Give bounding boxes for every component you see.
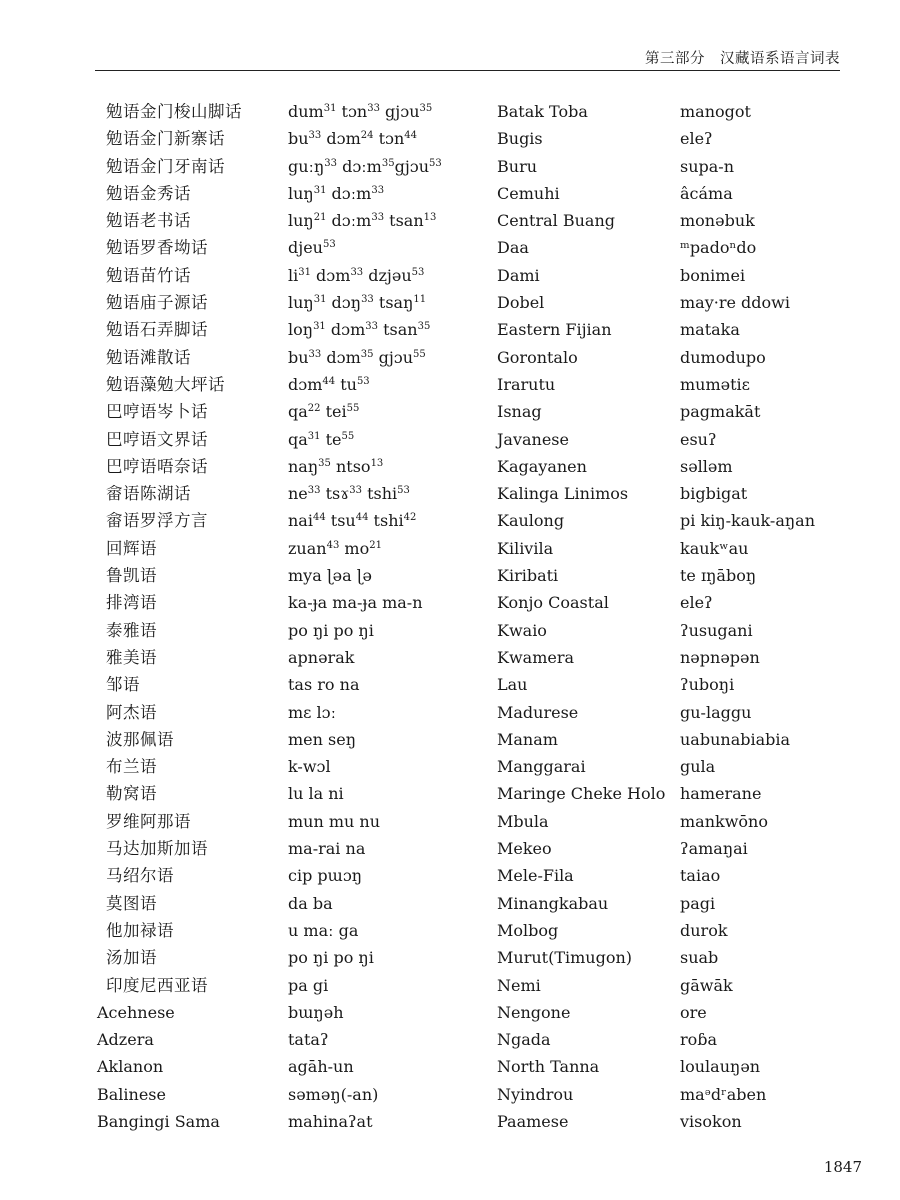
word-form: eleʔ (680, 129, 713, 149)
word-form: mya ɭəa ɭə (288, 566, 373, 586)
word-form: po ŋi po ŋi (288, 620, 374, 640)
word-form: loŋ$^{31}$ dɔm$^{33}$ tsan$^{35}$ (288, 320, 431, 340)
language-name: Irarutu (497, 374, 556, 394)
language-name: Isnag (497, 402, 542, 422)
word-form: dum$^{31}$ tɔn$^{33}$ gjɔu$^{35}$ (288, 102, 433, 121)
left-languages-column (97, 98, 242, 1135)
language-name: Bugis (497, 129, 543, 149)
word-form: $bu^{33}$ dɔm$^{24}$ tɔn$^{44}$ (288, 129, 417, 149)
word-form: səməŋ(-an) (288, 1084, 379, 1104)
language-name: 鲁凯语 (106, 566, 157, 586)
word-form: $bu^{33}$ dɔm$^{35}$ gjɔu$^{55}$ (288, 347, 426, 367)
word-form: hamerane (680, 784, 762, 804)
language-name: 波那佩语 (106, 729, 174, 749)
word-form: durok (680, 920, 728, 940)
word-form: eleʔ (680, 593, 713, 613)
language-name: Manam (497, 729, 558, 749)
language-name: 排湾语 (106, 593, 157, 613)
word-form: supa-n (680, 156, 735, 176)
language-name: Aklanon (97, 1057, 164, 1077)
language-name: Maringe Cheke Holo (497, 784, 666, 804)
language-name: Kagayanen (497, 456, 587, 476)
language-name: 巴哼语文界话 (106, 429, 208, 449)
language-name: Ngada (497, 1030, 551, 1050)
language-name: Nemi (497, 975, 541, 995)
word-form: luŋ$^{31}$ dɔːm$^{33}$ (288, 183, 385, 203)
word-form: $ne^{33}$ tsɤ$^{33}$ tshi$^{53}$ (288, 484, 410, 504)
word-form: men seŋ (288, 729, 357, 749)
language-name: 勒窝语 (106, 784, 157, 804)
word-form: bonimei (680, 265, 746, 285)
word-form: dumodupo (680, 347, 766, 367)
language-name: Nengone (497, 1002, 571, 1022)
word-form: k-wɔl (288, 757, 331, 777)
word-form: mataka (680, 320, 740, 340)
word-form: bigbigat (680, 484, 748, 504)
word-form: lu la ni (288, 784, 344, 804)
word-form: may·re ddowi (680, 293, 790, 313)
word-form: mumətiɛ (680, 374, 750, 394)
language-name: Kaulong (497, 511, 565, 531)
word-form: esuʔ (680, 429, 717, 449)
language-name: Kwaio (497, 620, 547, 640)
language-name: Mele-Fila (497, 866, 574, 886)
language-name: 勉语滩散话 (106, 347, 191, 367)
language-name: 回辉语 (106, 538, 157, 558)
word-form: nəpnəpən (680, 647, 760, 667)
language-name: Kwamera (497, 647, 575, 667)
language-name: North Tanna (497, 1057, 600, 1077)
language-name: 勉语金秀话 (106, 183, 191, 203)
language-name: Bangingi Sama (97, 1111, 220, 1131)
language-name: Kiribati (497, 566, 559, 586)
language-name: 畲语罗浮方言 (106, 511, 208, 531)
language-name: Eastern Fijian (497, 320, 612, 340)
language-name: Central Buang (497, 211, 615, 231)
language-name: 他加禄语 (106, 920, 174, 940)
language-name: Balinese (97, 1084, 166, 1104)
word-form: uabunabiabia (680, 729, 791, 749)
word-form: tas ro na (288, 675, 360, 695)
word-form: pa gi (288, 975, 329, 995)
language-name: Cemuhi (497, 183, 560, 203)
word-form: pi kiŋ-kauk-aŋan (680, 511, 816, 531)
language-name: 勉语罗香坳话 (106, 238, 208, 258)
language-name: 马绍尔语 (106, 866, 174, 886)
word-form: da ba (288, 893, 333, 913)
language-name: Batak Toba (497, 102, 588, 121)
word-form: kaukʷau (680, 538, 749, 558)
word-form: $qa^{31}$ $te^{55}$ (288, 429, 355, 449)
language-name: 巴哼语唔奈话 (106, 456, 208, 476)
language-name: Murut(Timugon) (497, 948, 632, 968)
language-name: Dobel (497, 293, 545, 313)
language-name: Paamese (497, 1111, 569, 1131)
word-form: cip pɯɔŋ (288, 866, 363, 886)
language-name: Konjo Coastal (497, 593, 609, 613)
word-form: $li^{31}$ dɔm$^{33}$ dzjəu$^{53}$ (288, 265, 425, 285)
word-form: agāh-un (288, 1057, 354, 1077)
word-form: luŋ$^{21}$ dɔːm$^{33}$ tsan$^{13}$ (288, 211, 437, 231)
page-number: 1847 (823, 1158, 862, 1176)
word-form: ᵐpadoⁿdo (680, 238, 757, 258)
word-form: pagi (680, 893, 716, 913)
word-form: manogot (680, 102, 751, 121)
word-form: apnərak (288, 647, 355, 667)
language-name: 勉语金门梭山脚话 (106, 102, 242, 121)
word-form: monəbuk (680, 211, 755, 231)
language-name: 雅美语 (106, 647, 157, 667)
language-name: 汤加语 (106, 948, 157, 968)
language-name: 巴哼语岑卜话 (106, 402, 208, 422)
word-form: mun mu nu (288, 811, 381, 831)
language-name: Mekeo (497, 839, 552, 859)
word-form: djeu$^{53}$ (288, 238, 336, 258)
language-name: 马达加斯加语 (106, 839, 208, 859)
language-name: 勉语老书话 (106, 211, 191, 231)
language-name: Lau (497, 675, 528, 695)
language-name: 阿杰语 (106, 702, 157, 722)
word-form: guːŋ$^{33}$ dɔːm$^{35}$gjɔu$^{53}$ (288, 156, 442, 176)
language-name: 罗维阿那语 (106, 811, 191, 831)
word-form: ore (680, 1002, 707, 1022)
word-form: gāwāk (680, 975, 733, 995)
language-name: 印度尼西亚语 (106, 975, 208, 995)
word-form: pagmakāt (680, 402, 761, 422)
language-name: Buru (497, 156, 538, 176)
language-name: Kalinga Linimos (497, 484, 629, 504)
language-name: Acehnese (97, 1002, 175, 1022)
right-words-column (680, 98, 815, 1135)
language-name: Gorontalo (497, 347, 578, 367)
word-form: gu-laggu (680, 702, 752, 722)
language-name: 勉语苗竹话 (106, 265, 191, 285)
language-name: Mbula (497, 811, 549, 831)
word-form: mankwōno (680, 811, 768, 831)
word-form: roɓa (680, 1030, 718, 1050)
word-form: luŋ$^{31}$ dɔŋ$^{33}$ tsaŋ$^{11}$ (288, 293, 427, 313)
word-form: tataʔ (288, 1030, 329, 1050)
language-name: 布兰语 (106, 757, 157, 777)
word-form: po ŋi po ŋi (288, 948, 374, 968)
language-name: Nyindrou (497, 1084, 574, 1104)
word-form: taiao (680, 866, 721, 886)
right-languages-column (497, 98, 665, 1135)
word-form: mahinaʔat (288, 1111, 373, 1131)
word-form: âcáma (680, 183, 733, 203)
language-name: 勉语庙子源话 (106, 293, 208, 313)
language-name: Minangkabau (497, 893, 609, 913)
word-form: dɔm$^{44}$ $tu^{53}$ (288, 374, 370, 394)
language-name: 勉语藻勉大坪话 (106, 374, 225, 394)
word-form: ka-ɟa ma-ɟa ma-n (288, 593, 423, 613)
header-title: 第三部分 汉藏语系语言词表 (645, 51, 840, 67)
language-name: Dami (497, 265, 540, 285)
word-form: bɯŋəh (288, 1002, 344, 1022)
language-name: 莫图语 (106, 893, 157, 913)
language-name: Kilivila (497, 538, 554, 558)
word-form: maᵊdʳaben (680, 1084, 767, 1104)
word-form: suab (680, 948, 719, 968)
language-name: Adzera (97, 1030, 154, 1050)
left-words-column (288, 98, 442, 1135)
language-name: Madurese (497, 702, 579, 722)
language-name: Manggarai (497, 757, 586, 777)
language-name: 邹语 (106, 675, 140, 695)
word-form: naŋ$^{35}$ ntso$^{13}$ (288, 456, 384, 476)
word-form: gula (680, 757, 716, 777)
running-header (95, 50, 840, 71)
word-form: visokon (680, 1111, 742, 1131)
language-name: 畲语陈湖话 (106, 484, 191, 504)
word-form: mɛ lɔː (288, 702, 337, 722)
language-name: 勉语石弄脚话 (106, 320, 208, 340)
word-form: loulauŋən (680, 1057, 761, 1077)
word-form: nai$^{44}$ tsu$^{44}$ tshi$^{42}$ (288, 511, 417, 531)
word-form: $qa^{22}$ tei$^{55}$ (288, 402, 360, 422)
word-form: ma-rai na (288, 839, 366, 859)
language-name: Javanese (497, 429, 569, 449)
word-form: səlləm (680, 456, 733, 476)
word-form: zuan$^{43}$ $mo^{21}$ (288, 538, 382, 558)
word-form: ʔuboŋi (680, 675, 735, 695)
word-form: ʔusugani (680, 620, 753, 640)
word-form: ʔamaŋai (680, 839, 748, 859)
language-name: Molbog (497, 920, 559, 940)
word-form: u maː ga (288, 920, 359, 940)
language-name: 勉语金门牙南话 (106, 156, 225, 176)
word-form: te ɪŋāboŋ (680, 566, 757, 586)
language-name: 勉语金门新寨话 (106, 129, 225, 149)
language-name: 泰雅语 (106, 620, 157, 640)
language-name: Daa (497, 238, 529, 258)
